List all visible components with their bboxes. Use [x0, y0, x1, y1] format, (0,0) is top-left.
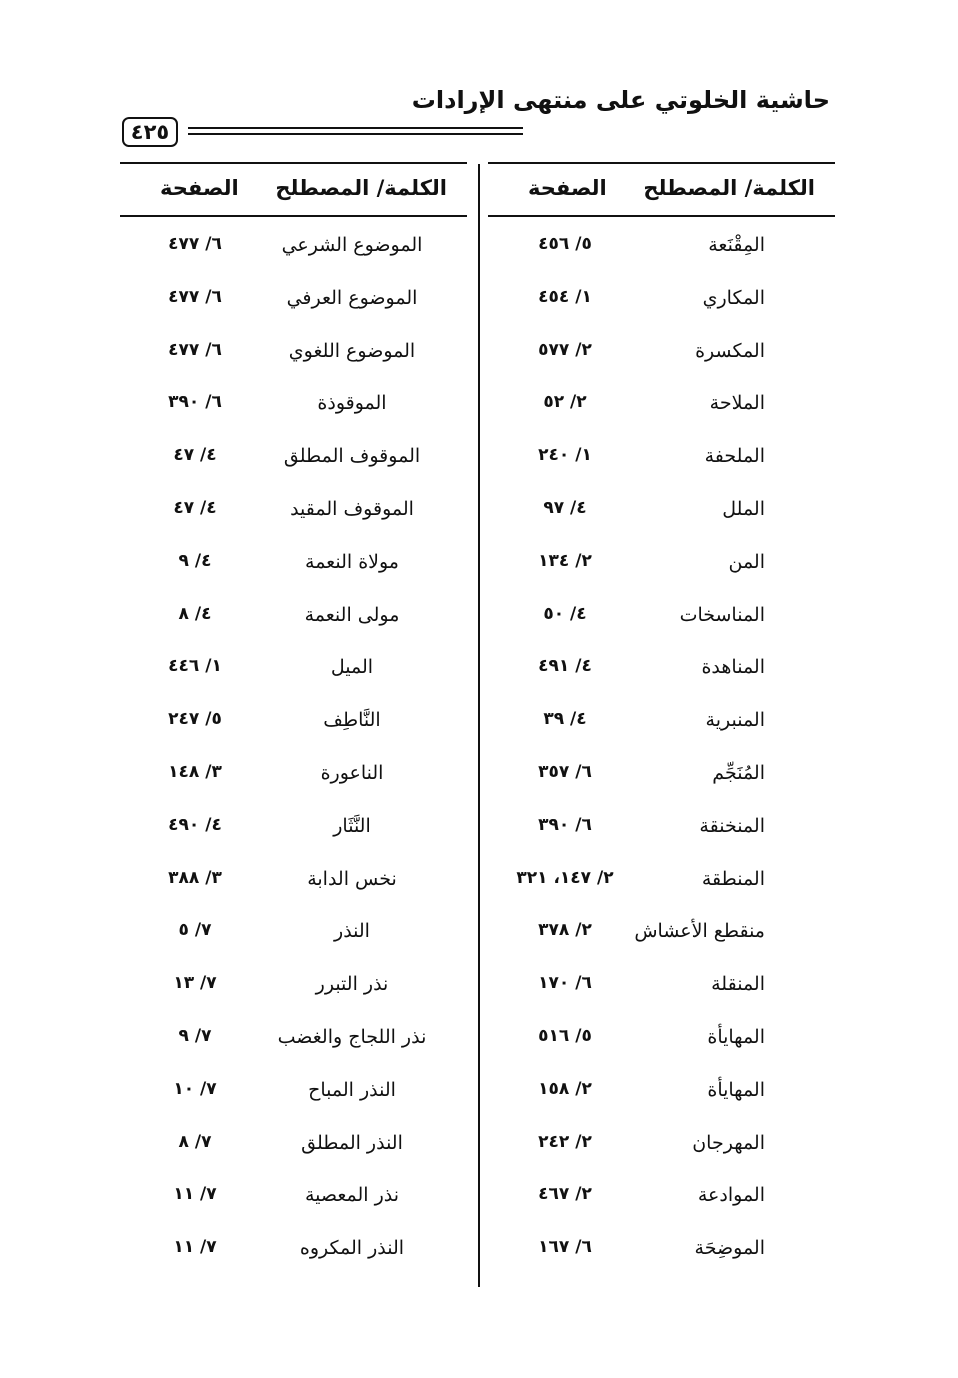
entry-term: النَّثَار	[333, 814, 371, 837]
entry-term: النَّاطِف	[323, 709, 381, 732]
index-entry	[488, 1118, 835, 1171]
entry-page-ref: ٧/ ١١	[173, 1237, 217, 1258]
entry-term: المنبرية	[705, 709, 765, 732]
entry-term: الموقوف المقيد	[290, 497, 414, 520]
entry-term: المناسخات	[679, 603, 765, 626]
entry-term: النذر المكروه	[299, 1237, 405, 1260]
entry-page-ref: ٤/ ٥٠	[543, 603, 587, 624]
entry-term: الموادعة	[697, 1184, 765, 1207]
index-entry	[120, 642, 467, 695]
entry-term: المكاري	[702, 286, 765, 309]
entry-term: الملاحة	[709, 392, 765, 415]
entry-page-ref: ٦/ ١٧٠	[538, 973, 592, 994]
index-rows	[488, 220, 835, 1276]
entry-page-ref: ١/ ٤٤٦	[168, 656, 222, 677]
index-entry	[488, 1012, 835, 1065]
index-entry	[488, 273, 835, 326]
entry-term: النذر	[334, 920, 370, 943]
entry-page-ref: ٢/ ٣٧٨	[538, 920, 592, 941]
index-entry	[488, 484, 835, 537]
entry-term: المنخنقة	[699, 814, 765, 837]
entry-page-ref: ٦/ ٤٧٧	[168, 286, 222, 307]
entry-page-ref: ٧/ ٥	[178, 920, 212, 941]
book-title: حاشية الخلوتي على منتهى الإرادات	[411, 86, 830, 114]
entry-page-ref: ٧/ ٨	[178, 1131, 212, 1152]
index-entry	[488, 906, 835, 959]
entry-term: الملل	[722, 497, 765, 520]
entry-page-ref: ٧/ ٩	[178, 1025, 212, 1046]
index-entry	[488, 801, 835, 854]
entry-page-ref: ٢/ ٥٢	[543, 392, 587, 413]
index-entry	[120, 1065, 467, 1118]
index-entry	[120, 220, 467, 273]
entry-page-ref: ١/ ٤٥٤	[538, 286, 592, 307]
column-divider	[478, 164, 480, 1287]
entry-term: منقطع الأعشاش	[634, 920, 765, 943]
index-entry	[120, 959, 467, 1012]
entry-term: الموضوع العرفي	[286, 286, 418, 309]
header-rule-bottom	[188, 133, 523, 135]
column-header	[488, 162, 835, 217]
index-entry	[488, 959, 835, 1012]
index-entry	[488, 854, 835, 907]
index-entry	[120, 484, 467, 537]
entry-page-ref: ٥/ ٢٤٧	[168, 709, 222, 730]
entry-term: الموقوف المطلق	[283, 445, 421, 468]
entry-term: المُنَجِّم	[712, 761, 765, 784]
entry-term: الملحفة	[704, 445, 765, 468]
entry-term: نخس الدابة	[307, 867, 397, 890]
index-entry	[488, 1170, 835, 1223]
index-entry	[120, 378, 467, 431]
page-header: الصفحة	[160, 176, 239, 200]
index-entry	[120, 590, 467, 643]
entry-page-ref: ٢/ ٥٧٧	[538, 339, 592, 360]
entry-term: النذر المباح	[308, 1078, 396, 1101]
index-entry	[120, 1012, 467, 1065]
entry-page-ref: ٧/ ١٠	[173, 1078, 217, 1099]
entry-page-ref: ٢/ ١٥٨	[538, 1078, 592, 1099]
entry-term: الموقوذة	[317, 392, 387, 415]
entry-term: المكسرة	[695, 339, 765, 362]
index-entry	[120, 695, 467, 748]
entry-page-ref: ٤/ ٤٧	[173, 445, 217, 466]
entry-page-ref: ٤/ ٤٩١	[538, 656, 592, 677]
entry-page-ref: ٢/ ٤٦٧	[538, 1184, 592, 1205]
entry-term: المهايأة	[707, 1078, 765, 1101]
entry-page-ref: ٢/ ١٣٤	[538, 550, 592, 571]
entry-page-ref: ٤/ ٩٧	[543, 497, 587, 518]
term-header: الكلمة/ المصطلح	[643, 176, 815, 200]
page-header: الصفحة	[528, 176, 607, 200]
entry-page-ref: ٦/ ٤٧٧	[168, 234, 222, 254]
entry-term: الموضوع الشرعي	[281, 234, 423, 256]
entry-page-ref: ٣/ ١٤٨	[168, 761, 222, 782]
entry-page-ref: ٧/ ١١	[173, 1184, 217, 1205]
header-rule-top	[188, 127, 523, 129]
column-header	[120, 162, 467, 217]
index-rows	[120, 220, 467, 1276]
entry-term: مولاة النعمة	[305, 550, 399, 573]
entry-term: المنقلة	[711, 973, 765, 996]
entry-page-ref: ٦/ ٣٩٠	[538, 814, 592, 835]
entry-term: المهرجان	[692, 1131, 765, 1154]
page-number: ٤٢٥	[122, 117, 178, 147]
entry-page-ref: ٣/ ٣٨٨	[168, 867, 222, 888]
entry-term: المِقْنَعة	[708, 234, 765, 256]
entry-page-ref: ٤/ ٣٩	[543, 709, 587, 730]
entry-term: الناعورة	[320, 761, 384, 784]
entry-page-ref: ٤/ ٤٩٠	[168, 814, 222, 835]
entry-term: الميل	[330, 656, 374, 679]
index-entry	[488, 326, 835, 379]
entry-term: نذر اللجاج والغضب	[277, 1025, 427, 1048]
entry-page-ref: ٦/ ١٦٧	[538, 1237, 592, 1258]
entry-term: المهايأة	[707, 1025, 765, 1048]
entry-page-ref: ٢/ ٢٤٢	[538, 1131, 592, 1152]
index-entry	[488, 748, 835, 801]
index-entry	[120, 1118, 467, 1171]
index-entry	[488, 1223, 835, 1276]
index-entry	[488, 642, 835, 695]
index-entry	[488, 220, 835, 273]
index-entry	[488, 695, 835, 748]
entry-page-ref: ٥/ ٥١٦	[538, 1025, 592, 1046]
index-entry	[120, 326, 467, 379]
index-entry	[120, 1223, 467, 1276]
entry-term: المنطقة	[701, 867, 765, 890]
index-entry	[120, 1170, 467, 1223]
entry-term: المناهدة	[701, 656, 765, 679]
index-entry	[488, 590, 835, 643]
index-column-right	[488, 162, 835, 1292]
entry-page-ref: ٢/ ١٤٧، ٣٢١	[516, 867, 614, 888]
entry-term: المن	[728, 550, 765, 573]
index-entry	[120, 906, 467, 959]
index-entry	[488, 1065, 835, 1118]
entry-page-ref: ٦/ ٣٥٧	[538, 761, 592, 782]
index-entry	[120, 273, 467, 326]
term-header: الكلمة/ المصطلح	[275, 176, 447, 200]
entry-page-ref: ١/ ٢٤٠	[538, 445, 592, 466]
entry-term: مولى النعمة	[304, 603, 400, 626]
index-entry	[488, 537, 835, 590]
index-column-left	[120, 162, 467, 1292]
entry-page-ref: ٧/ ١٣	[173, 973, 217, 994]
index-entry	[120, 854, 467, 907]
entry-page-ref: ٤/ ٨	[178, 603, 212, 624]
entry-page-ref: ٤/ ٩	[178, 550, 212, 571]
entry-page-ref: ٤/ ٤٧	[173, 497, 217, 518]
index-entry	[120, 748, 467, 801]
entry-page-ref: ٦/ ٤٧٧	[168, 339, 222, 360]
entry-page-ref: ٥/ ٤٥٦	[538, 234, 592, 254]
index-entry	[120, 537, 467, 590]
entry-term: نذر المعصية	[304, 1184, 400, 1207]
entry-term: النذر المطلق	[301, 1131, 403, 1154]
index-entry	[120, 801, 467, 854]
index-entry	[488, 378, 835, 431]
entry-term: الموضوع اللغوي	[288, 339, 416, 362]
entry-term: نذر التبرر	[315, 973, 389, 996]
index-entry	[120, 431, 467, 484]
entry-page-ref: ٦/ ٣٩٠	[168, 392, 222, 413]
entry-term: الموضِحَة	[694, 1237, 765, 1260]
index-entry	[488, 431, 835, 484]
